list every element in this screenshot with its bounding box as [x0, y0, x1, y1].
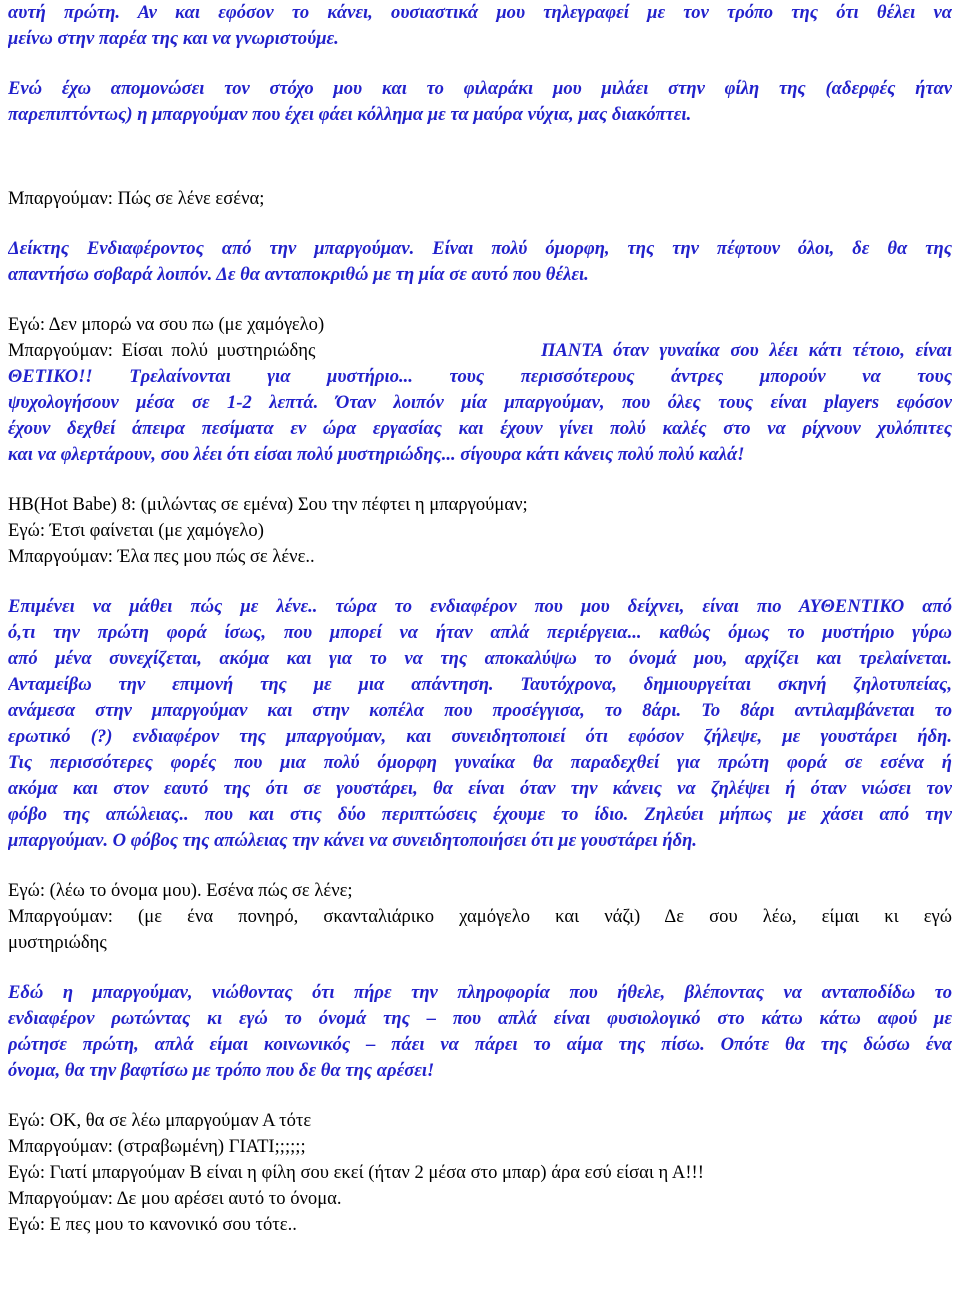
- narration-segment: ΠΑΝΤΑ όταν γυναίκα σου λέει κάτι τέτοιο, είναι: [540, 340, 952, 361]
- narration-line: παρεπιπτόντως) η μπαργούμαν που έχει φάει κόλλημα με τα μαύρα νύχια, μας διακόπτει.: [8, 104, 692, 125]
- narration-line: Επιμένει να μάθει πώς με λένε.. τώρα το ενδιαφέρον που μου δείχνει, είναι πιο ΑΥΘΕΝΤΙΚΟ από: [8, 596, 952, 617]
- narration-line: απαντήσω σοβαρά λοιπόν. Δε θα ανταποκριθώ με τη μία σε αυτό που θέλει.: [8, 264, 589, 285]
- dialogue-line: Μπαργούμαν: (με ένα πονηρό, σκανταλιάρικο χαμόγελο και νάζι) Δε σου λέω, είμαι κι εγώ: [8, 906, 952, 927]
- narration-line: Ενώ έχω απομονώσει τον στόχο μου και το φιλαράκι μου μιλάει στην φίλη της (αδερφές ήταν: [8, 78, 952, 99]
- dialogue-line: Μπαργούμαν: Έλα πες μου πώς σε λένε..: [8, 546, 315, 567]
- narration-line: Εδώ η μπαργούμαν, νιώθοντας ότι πήρε την πληροφορία που ήθελε, βλέποντας να ανταποδίδω το: [8, 982, 952, 1003]
- narration-line: και να φλερτάρουν, σου λέει ότι είσαι πολύ μυστηριώδης... σίγουρα κάτι κάνεις πολύ πολύ καλά!: [8, 444, 745, 465]
- narration-line: ανάμεσα στην μπαργούμαν και στην κοπέλα που προσέγγισα, το 8άρι. Το 8άρι αντιλαμβάνεται το: [8, 700, 952, 721]
- narration-line: ακόμα και στον εαυτό της ότι σε γουστάρει, θα είναι όταν την κάνεις να ζηλέψει ή όταν νιώσει τον: [8, 778, 952, 799]
- narration-line: φόβο της απώλειας.. που και στις δύο περιπτώσεις έχουμε το ίδιο. Ζηλεύει μήπως με χάσει από την: [8, 804, 952, 825]
- narration-line: Δείκτης Ενδιαφέροντος από την μπαργούμαν. Είναι πολύ όμορφη, της την πέφτουν όλοι, δε θα της: [8, 238, 952, 259]
- dialogue-segment: Μπαργούμαν: Είσαι πολύ μυστηριώδης: [8, 340, 316, 361]
- narration-line: ό,τι την πρώτη φορά ίσως, που μπορεί να ήταν απλά περιέργεια... καθώς όμως το μυστήριο γύρω: [8, 622, 952, 643]
- dialogue-line: Εγώ: OK, θα σε λέω μπαργούμαν Α τότε: [8, 1110, 312, 1131]
- narration-line: Τις περισσότερες φορές που μια πολύ όμορφη γυναίκα θα παραδεχθεί για πρώτη φορά σε εσένα ή: [8, 752, 952, 773]
- narration-line: ενδιαφέρον ρωτώντας κι εγώ το όνομά της – που απλά είναι φυσιολογικό στο κάτω κάτω αφού με: [8, 1008, 952, 1029]
- narration-line: Ανταμείβω την επιμονή της με μια απάντηση. Ταυτόχρονα, δημιουργείται σκηνή ζηλοτυπείας,: [8, 674, 952, 695]
- dialogue-line: μυστηριώδης: [8, 932, 107, 953]
- narration-line: ψυχολογήσουν μέσα σε 1-2 λεπτά. Όταν λοιπόν μία μπαργούμαν, που όλες τους είναι players εφόσον: [8, 392, 952, 413]
- narration-line: ερωτικό (?) ενδιαφέρον της μπαργούμαν, και συνειδητοποιεί ότι εφόσον ζήλεψε, με γουστάρει ήδη.: [8, 726, 952, 747]
- narration-line: ΘΕΤΙΚΟ!! Τρελαίνονται για μυστήριο... τους περισσότερους άντρες μπορούν να τους: [8, 366, 952, 387]
- narration-line: έχουν δεχθεί άπειρα πεσίματα εν ώρα εργασίας και έχουν γίνει πολύ καλές στο να ρίχνουν χυλόπιτες: [8, 418, 952, 439]
- dialogue-line: Μπαργούμαν: (στραβωμένη) ΓΙΑΤΙ;;;;;;: [8, 1136, 306, 1157]
- narration-line: από μένα συνεχίζεται, ακόμα και για το να της αποκαλύψω το όνομά μου, αρχίζει και τρελαίνεται.: [8, 648, 952, 669]
- mixed-line: [8, 338, 952, 364]
- dialogue-line: HB(Hot Babe) 8: (μιλώντας σε εμένα) Σου την πέφτει η μπαργούμαν;: [8, 494, 528, 515]
- dialogue-line: Εγώ: (λέω το όνομα μου). Εσένα πώς σε λένε;: [8, 880, 353, 901]
- dialogue-line: Εγώ: Ε πες μου το κανονικό σου τότε..: [8, 1214, 297, 1235]
- dialogue-line: Μπαργούμαν: Πώς σε λένε εσένα;: [8, 188, 265, 209]
- dialogue-line: Μπαργούμαν: Δε μου αρέσει αυτό το όνομα.: [8, 1188, 342, 1209]
- narration-line: όνομα, θα την βαφτίσω με τρόπο που δε θα της αρέσει!: [8, 1060, 435, 1081]
- dialogue-line: Εγώ: Δεν μπορώ να σου πω (με χαμόγελο): [8, 314, 325, 335]
- narration-line: αυτή πρώτη. Αν και εφόσον το κάνει, ουσιαστικά μου τηλεγραφεί με τον τρόπο της ότι θέλει να: [8, 2, 952, 23]
- narration-line: μείνω στην παρέα της και να γνωριστούμε.: [8, 28, 339, 49]
- dialogue-line: Εγώ: Έτσι φαίνεται (με χαμόγελο): [8, 520, 264, 541]
- narration-line: ρώτησε πρώτη, απλά είμαι κοινωνικός – πάει να πάρει το αίμα της πίσω. Οπότε θα της δώσω ένα: [8, 1034, 952, 1055]
- dialogue-line: Εγώ: Γιατί μπαργούμαν Β είναι η φίλη σου εκεί (ήταν 2 μέσα στο μπαρ) άρα εσύ είσαι η Α!!!: [8, 1162, 704, 1183]
- narration-line: μπαργούμαν. Ο φόβος της απώλειας την κάνει να συνειδητοποιήσει ότι με γουστάρει ήδη.: [8, 830, 697, 851]
